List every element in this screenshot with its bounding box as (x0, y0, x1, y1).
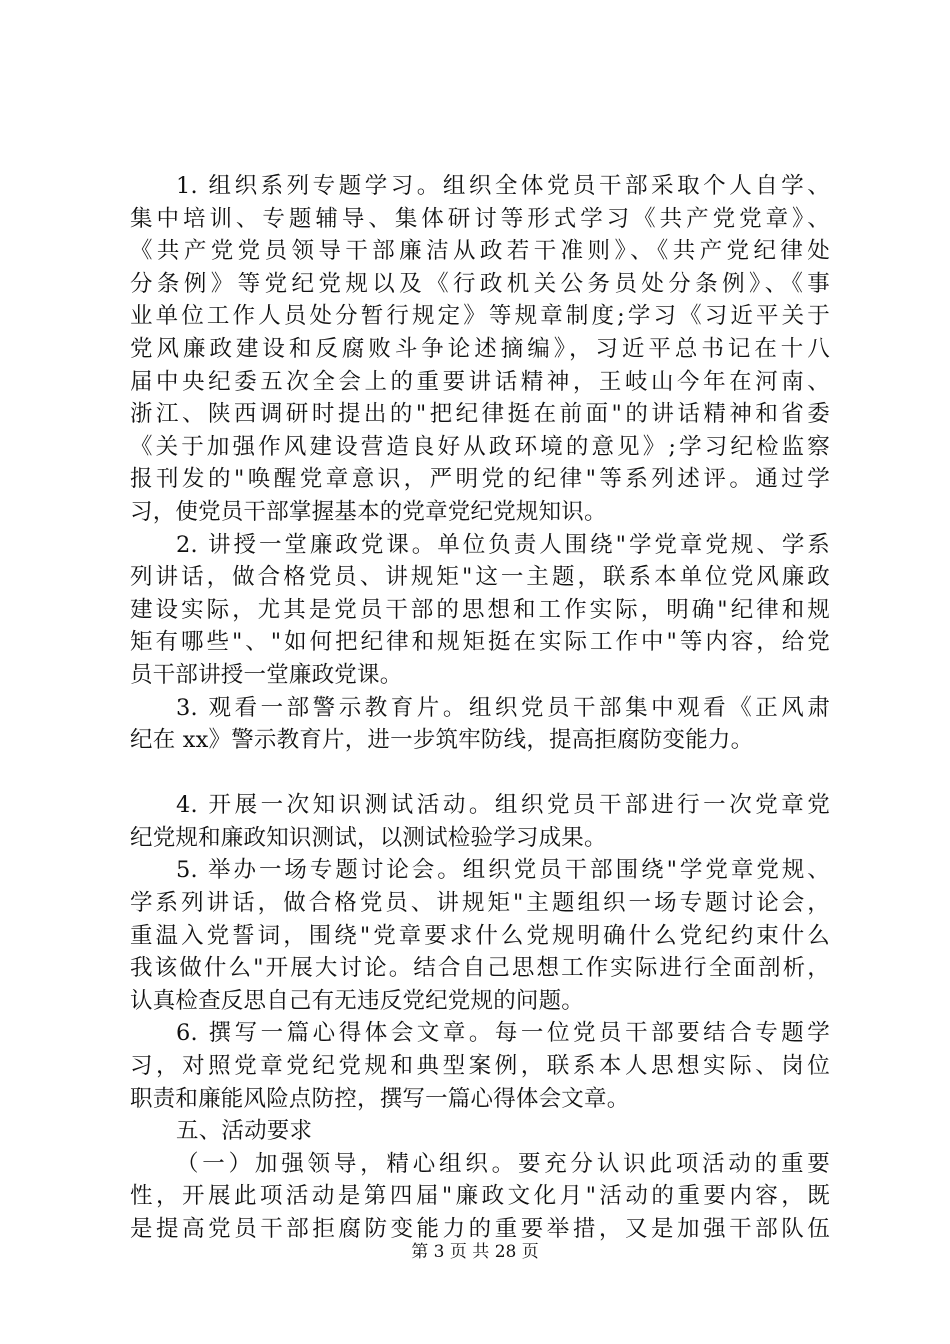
text-line: 习，使党员干部掌握基本的党章党纪党规知识。 (130, 498, 607, 525)
text-line: 认真检查反思自己有无违反党纪党规的问题。 (130, 987, 585, 1014)
text-line: 分条例》等党纪党规以及《行政机关公务员处分条例》、《事 (130, 270, 830, 297)
text-line: 报刊发的"唤醒党章意识，严明党的纪律"等系列述评。通过学 (130, 466, 830, 493)
text-line: 浙江、陕西调研时提出的"把纪律挺在前面"的讲话精神和省委 (130, 401, 830, 428)
text-line: 届中央纪委五次全会上的重要讲话精神，王岐山今年在河南、 (130, 368, 830, 395)
text-line: 五、活动要求 (176, 1118, 313, 1145)
text-line: 《关于加强作风建设营造良好从政环境的意见》;学习纪检监察 (130, 433, 830, 460)
text-line: 党风廉政建设和反腐败斗争论述摘编》，习近平总书记在十八 (130, 335, 830, 362)
text-line: 习，对照党章党纪党规和典型案例，联系本人思想实际、岗位 (130, 1053, 830, 1080)
text-line: 4. 开展一次知识测试活动。组织党员干部进行一次党章党 (176, 792, 830, 819)
text-line: 矩有哪些"、"如何把纪律和规矩挺在实际工作中"等内容，给党 (130, 629, 830, 656)
text-line: 列讲话，做合格党员、讲规矩"这一主题，联系本单位党风廉政 (130, 564, 830, 591)
document-body (130, 170, 830, 1246)
text-line: 职责和廉能风险点防控，撰写一篇心得体会文章。 (130, 1085, 630, 1112)
text-line: 业单位工作人员处分暂行规定》等规章制度;学习《习近平关于 (130, 303, 830, 330)
text-line: 纪党规和廉政知识测试，以测试检验学习成果。 (130, 824, 607, 851)
text-line: 6. 撰写一篇心得体会文章。每一位党员干部要结合专题学 (176, 1020, 830, 1047)
paragraph-gap (130, 757, 830, 790)
text-line: 《共产党党员领导干部廉洁从政若干准则》、《共产党纪律处 (130, 238, 830, 265)
text-line: 学系列讲话，做合格党员、讲规矩"主题组织一场专题讨论会， (130, 890, 830, 917)
text-line: 纪在 xx》警示教育片，进一步筑牢防线，提高拒腐防变能力。 (130, 727, 754, 754)
text-line: 5. 举办一场专题讨论会。组织党员干部围绕"学党章党规、 (176, 857, 830, 884)
text-line: 是提高党员干部拒腐防变能力的重要举措，又是加强干部队伍 (130, 1216, 830, 1242)
page-footer: 第 3 页 共 28 页 (411, 1242, 539, 1262)
text-line: 建设实际，尤其是党员干部的思想和工作实际，明确"纪律和规 (130, 596, 830, 623)
text-line: 员干部讲授一堂廉政党课。 (130, 661, 403, 688)
text-line: 性，开展此项活动是第四届"廉政文化月"活动的重要内容，既 (130, 1183, 830, 1210)
text-line: 重温入党誓词，围绕"党章要求什么党规明确什么党纪约束什么 (130, 922, 830, 949)
text-line: （一）加强领导，精心组织。要充分认识此项活动的重要 (176, 1150, 830, 1177)
text-line: 3. 观看一部警示教育片。组织党员干部集中观看《正风肃 (176, 694, 830, 721)
text-line: 1. 组织系列专题学习。组织全体党员干部采取个人自学、 (176, 173, 830, 199)
text-line: 集中培训、专题辅导、集体研讨等形式学习《共产党党章》、 (130, 205, 830, 232)
text-line: 我该做什么"开展大讨论。结合自己思想工作实际进行全面剖析， (130, 955, 830, 982)
text-line: 2. 讲授一堂廉政党课。单位负责人围绕"学党章党规、学系 (176, 531, 830, 558)
